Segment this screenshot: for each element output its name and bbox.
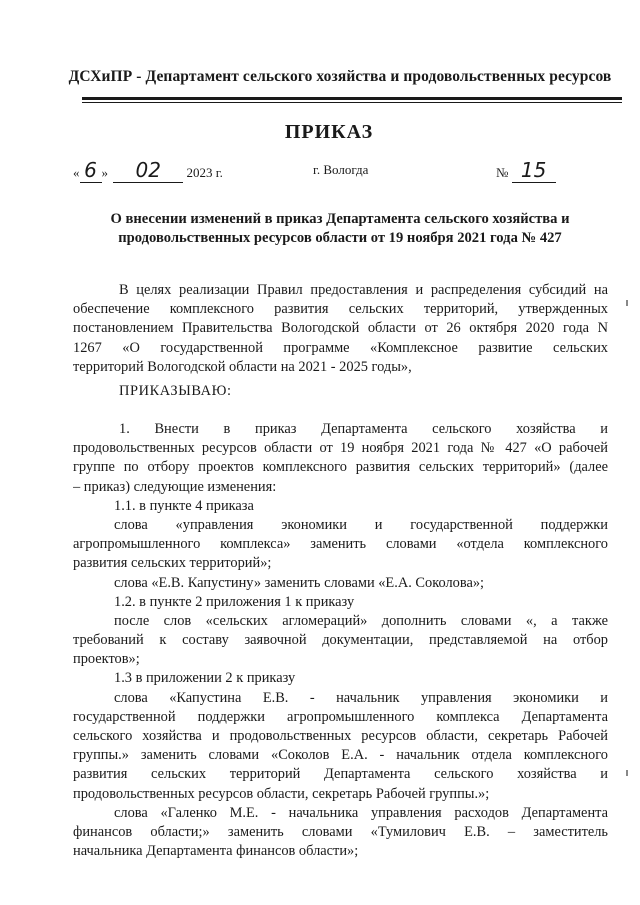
text-line: постановлением Правительства Вологодской области от 26 октября 2020 года N	[73, 320, 608, 337]
subitem-title: 1.2. в пункте 2 приложения 1 к приказу	[114, 593, 355, 610]
text-line: государственной поддержки агропромышленного комплекса Департамента	[73, 708, 608, 725]
subject-line: продовольственных ресурсов области от 19 ноября 2021 года № 427	[118, 230, 562, 246]
document-type-title: ПРИКАЗ	[284, 121, 374, 143]
text-line: продовольственных ресурсов области, секретарь Рабочей группы.»;	[73, 785, 490, 802]
text-line: после слов «сельских агломераций» дополнить словами «, а также	[114, 612, 608, 629]
text-line: развития сельских территорий»;	[73, 555, 272, 572]
document-number: 15	[520, 158, 547, 182]
text-line: слова «Е.В. Капустину» заменить словами «Е.А. Соколова»;	[114, 574, 485, 591]
text-line: финансов области;» заменить словами «Тумилович Е.В. – заместитель	[73, 823, 608, 840]
text-line: группе по отбору проектов комплексного развития сельских территорий» (далее	[73, 459, 608, 476]
text-line: территорий Вологодской области на 2021 - 2025 годы»,	[73, 358, 412, 375]
text-line: требований к составу заявочной документации, представляемой на отбор	[73, 632, 608, 649]
text-line: слова «управления экономики и государственной поддержки	[114, 516, 608, 533]
header-rule-thick	[82, 97, 622, 100]
subitem-title: 1.3 в приложении 2 к приказу	[114, 670, 296, 687]
subitem-title: 1.1. в пункте 4 приказа	[114, 497, 254, 514]
text-line: агропромышленного комплекса» заменить словами «отдела комплексного	[73, 536, 608, 553]
text-line: 1267 «О государственной программе «Комплексное развитие сельских	[73, 339, 608, 356]
text-line: группы.» заменить словами «Соколов Е.А. - начальник отдела комплексного	[73, 747, 608, 764]
subject-line: О внесении изменений в приказ Департамента сельского хозяйства и	[110, 211, 570, 227]
city: г. Вологда	[313, 162, 369, 177]
date-day: 6	[84, 158, 97, 182]
date-month: 02	[135, 158, 161, 182]
text-line: проектов»;	[73, 651, 140, 668]
text-line: сельского хозяйства и продовольственных ресурсов области, секретарь Рабочей	[73, 728, 608, 744]
order-word: ПРИКАЗЫВАЮ:	[119, 383, 232, 399]
date-field: « 6 » 02 2023 г.	[73, 158, 223, 182]
organization-header: ДСХиПР - Департамент сельского хозяйства и продовольственных ресурсов	[68, 68, 612, 85]
header-rule-thin	[82, 102, 622, 103]
text-line: слова «Галенко М.Е. - начальника управления расходов Департамента	[114, 804, 608, 821]
text-line: продовольственных ресурсов области от 19 ноября 2021 года № 427 «О рабочей	[73, 440, 608, 457]
scan-mark	[626, 770, 628, 776]
text-line: развития сельских территорий Департамента сельского хозяйства и	[73, 766, 608, 783]
scan-mark	[626, 300, 628, 306]
text-line: – приказ) следующие изменения:	[73, 478, 277, 495]
text-line: 1. Внести в приказ Департамента сельского хозяйства и	[119, 421, 608, 437]
document-subject	[60, 210, 620, 248]
item-1	[73, 420, 608, 861]
text-line: слова «Капустина Е.В. - начальник управления экономики и	[114, 689, 608, 706]
document-number-field	[496, 158, 556, 183]
date-year: 2023 г.	[186, 165, 223, 180]
intro-paragraph	[73, 281, 608, 377]
text-line: В целях реализации Правил предоставления и распределения субсидий на	[119, 282, 608, 298]
text-line: начальника Департамента финансов области»;	[73, 843, 359, 860]
number-prefix: №	[496, 165, 509, 180]
text-line: обеспечение комплексного развития сельских территорий, утвержденных	[73, 301, 608, 318]
